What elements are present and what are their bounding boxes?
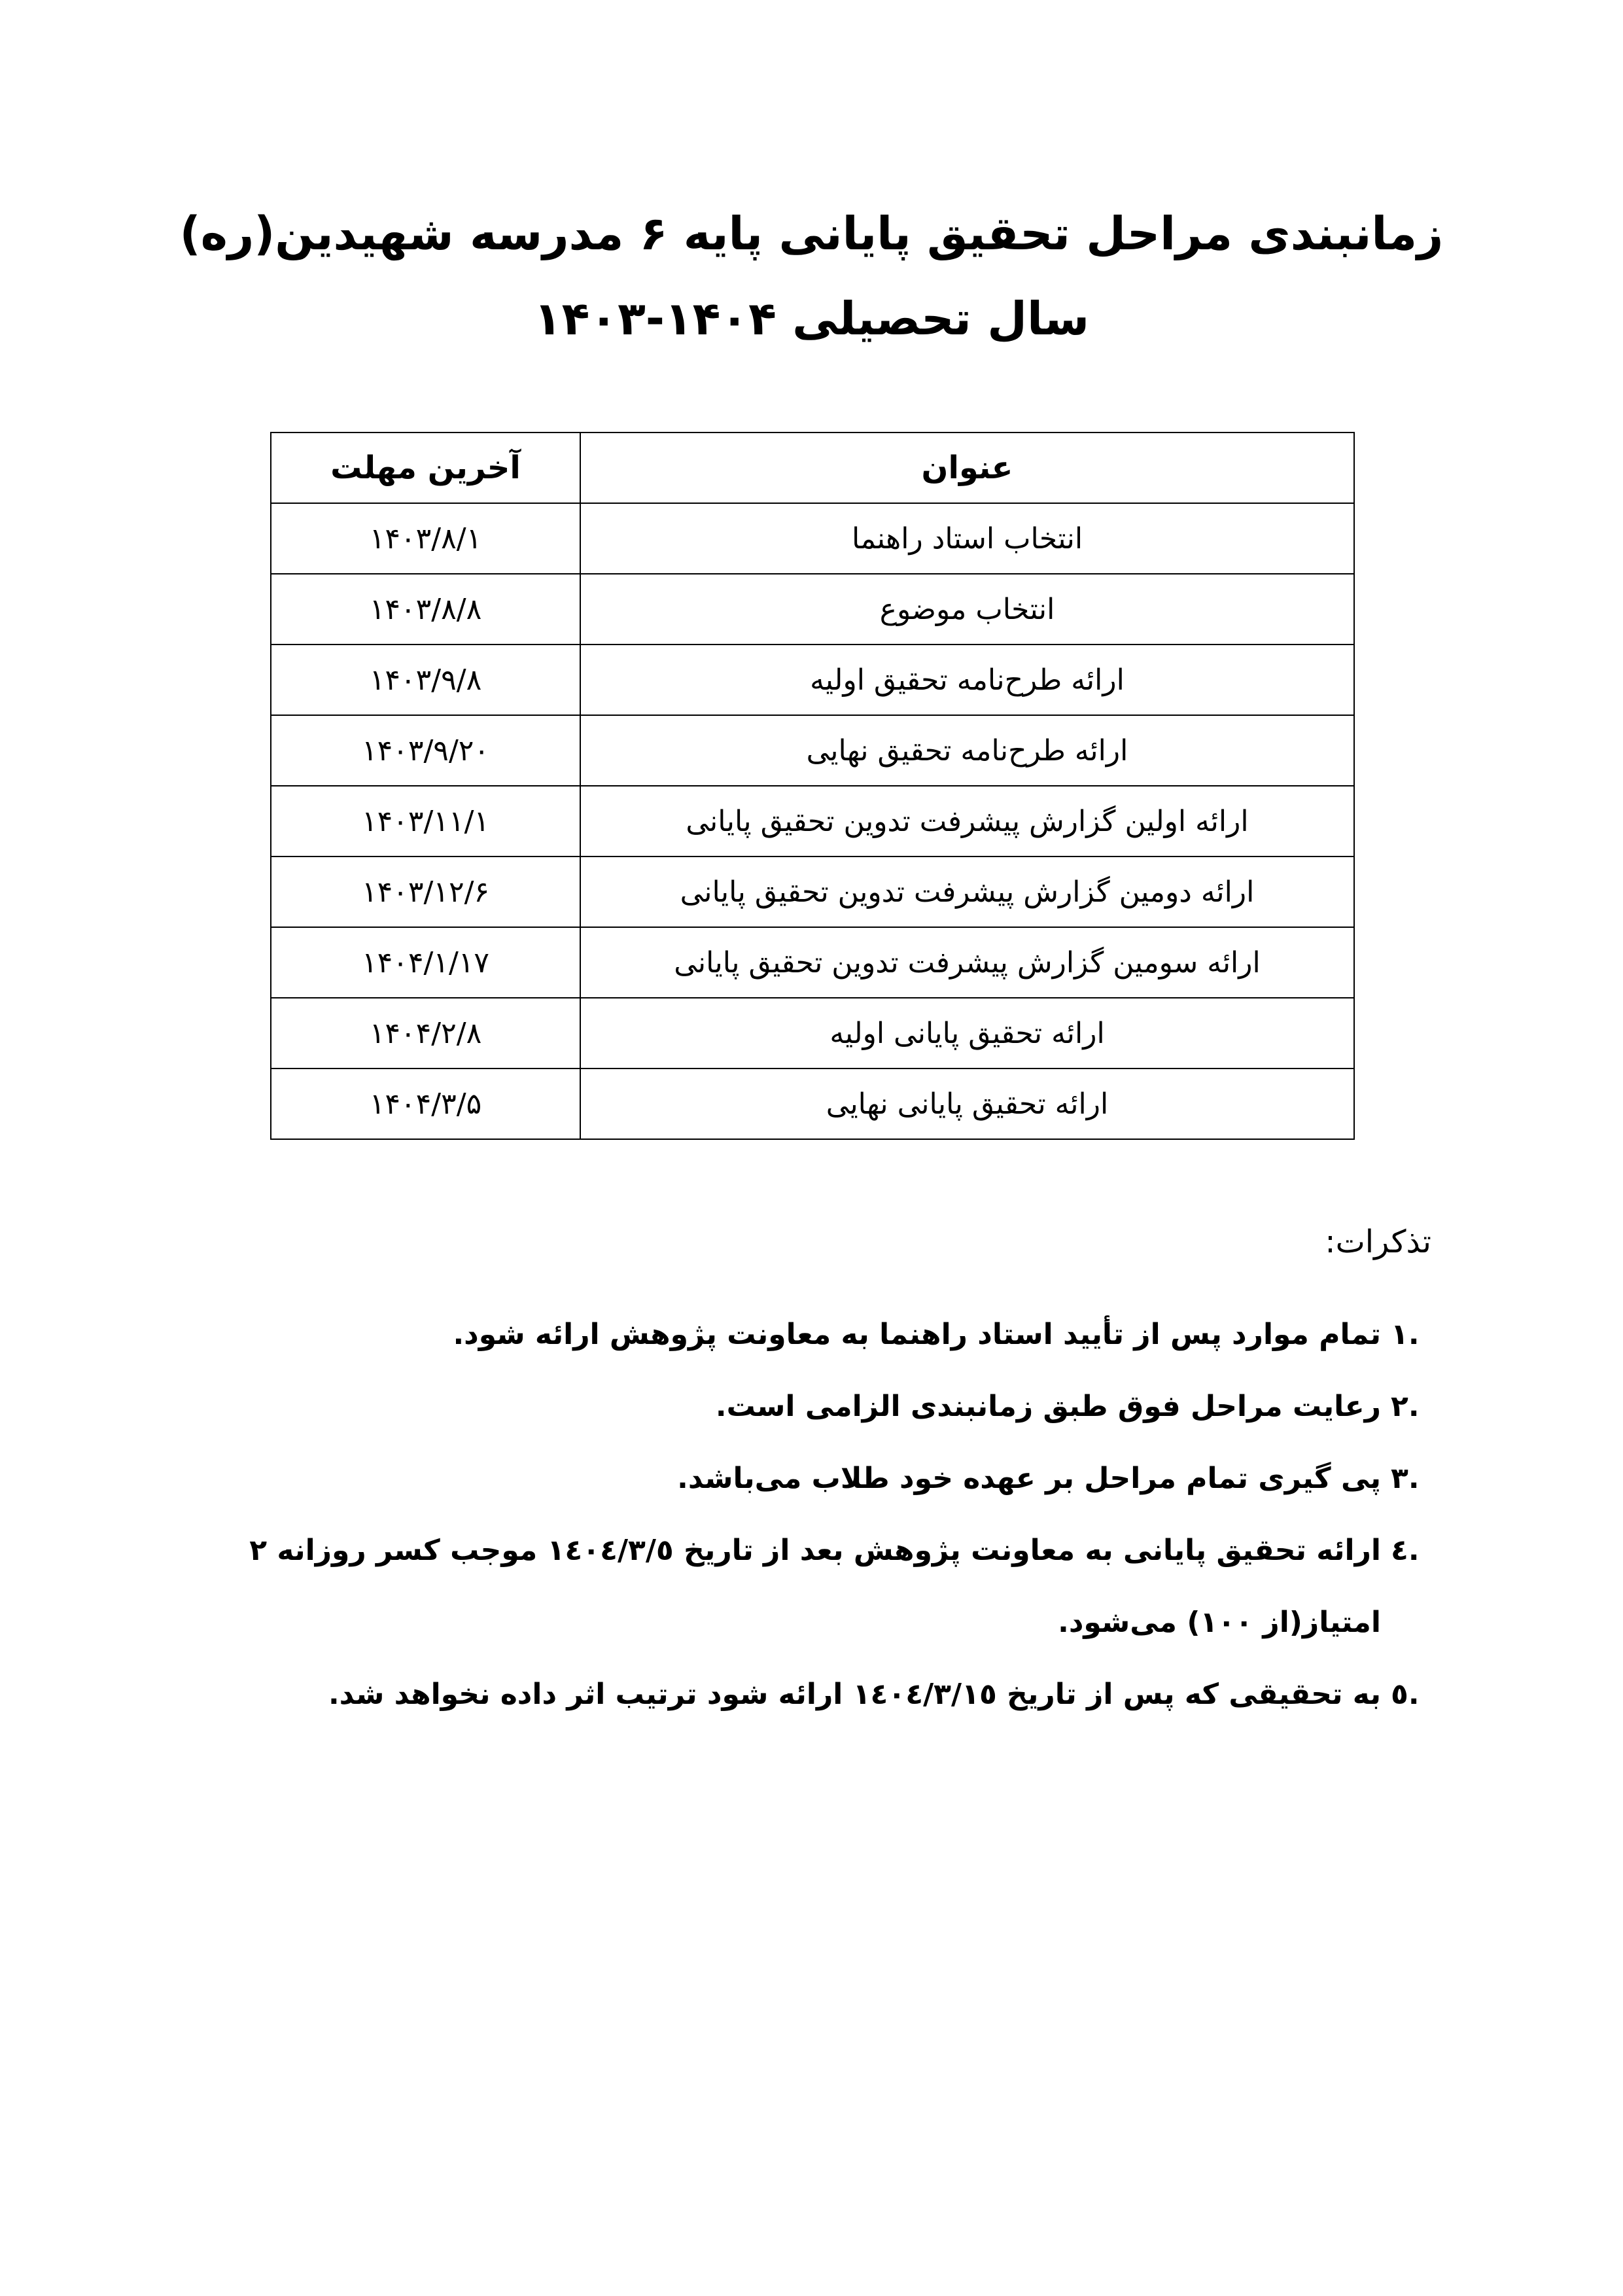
note-number: ۱.	[1391, 1318, 1420, 1351]
note-item	[184, 1515, 1420, 1659]
row-title: ارائه تحقیق پایانی نهایی	[580, 1069, 1354, 1139]
note-text: ارائه تحقیق پایانی به معاونت پژوهش بعد از تاریخ ۱٤٠٤/۳/٥ موجب کسر روزانه ۲ امتیاز(از ۱۰۰) می‌شود.	[249, 1534, 1381, 1639]
document-subtitle: سال تحصیلی ۱۴۰۴-۱۴۰۳	[533, 292, 1090, 345]
schedule-table	[270, 432, 1355, 1140]
note-item	[184, 1443, 1420, 1515]
table-header-row	[271, 433, 1354, 503]
note-number: ۲.	[1391, 1390, 1420, 1423]
notes-heading: تذکرات:	[1325, 1224, 1431, 1260]
note-text: پی گیری تمام مراحل بر عهده خود طلاب می‌باشد.	[677, 1462, 1381, 1495]
table-row	[271, 998, 1354, 1069]
table-row	[271, 503, 1354, 574]
row-title: ارائه اولین گزارش پیشرفت تدوین تحقیق پایانی	[580, 786, 1354, 857]
row-title: ارائه دومین گزارش پیشرفت تدوین تحقیق پایانی	[580, 857, 1354, 927]
note-item	[184, 1659, 1420, 1731]
note-text: رعایت مراحل فوق طبق زمانبندی الزامی است.	[715, 1390, 1381, 1423]
note-number: ٥.	[1391, 1678, 1420, 1711]
header-title: عنوان	[580, 433, 1354, 503]
document-title: زمانبندی مراحل تحقیق پایانی پایه ۶ مدرسه شهیدین(ره)	[179, 207, 1444, 260]
note-item	[184, 1299, 1420, 1371]
note-text: به تحقیقی که پس از تاریخ ۱٤٠٤/۳/۱٥ ارائه شود ترتیب اثر داده نخواهد شد.	[328, 1678, 1381, 1711]
row-deadline: ۱۴۰۳/۹/۲۰	[271, 715, 580, 786]
table-row	[271, 645, 1354, 715]
row-deadline: ۱۴۰۴/۲/۸	[271, 998, 580, 1069]
row-deadline: ۱۴۰۴/۳/۵	[271, 1069, 580, 1139]
table-row	[271, 1069, 1354, 1139]
row-title: ارائه سومین گزارش پیشرفت تدوین تحقیق پایانی	[580, 927, 1354, 998]
notes-list	[184, 1299, 1420, 1731]
note-number: ٤.	[1391, 1534, 1420, 1567]
row-title: ارائه تحقیق پایانی اولیه	[580, 998, 1354, 1069]
table-row	[271, 927, 1354, 998]
note-item	[184, 1371, 1420, 1443]
header-deadline: آخرین مهلت	[271, 433, 580, 503]
table-row	[271, 786, 1354, 857]
table-row	[271, 574, 1354, 645]
note-number: ۳.	[1391, 1462, 1420, 1495]
table-row	[271, 857, 1354, 927]
row-title: انتخاب استاد راهنما	[580, 503, 1354, 574]
row-title: ارائه طرح‌نامه تحقیق اولیه	[580, 645, 1354, 715]
row-deadline: ۱۴۰۴/۱/۱۷	[271, 927, 580, 998]
table-row	[271, 715, 1354, 786]
row-deadline: ۱۴۰۳/۸/۸	[271, 574, 580, 645]
row-title: انتخاب موضوع	[580, 574, 1354, 645]
row-title: ارائه طرح‌نامه تحقیق نهایی	[580, 715, 1354, 786]
note-text: تمام موارد پس از تأیید استاد راهنما به معاونت پژوهش ارائه شود.	[453, 1318, 1381, 1351]
row-deadline: ۱۴۰۳/۱۱/۱	[271, 786, 580, 857]
row-deadline: ۱۴۰۳/۱۲/۶	[271, 857, 580, 927]
row-deadline: ۱۴۰۳/۸/۱	[271, 503, 580, 574]
row-deadline: ۱۴۰۳/۹/۸	[271, 645, 580, 715]
